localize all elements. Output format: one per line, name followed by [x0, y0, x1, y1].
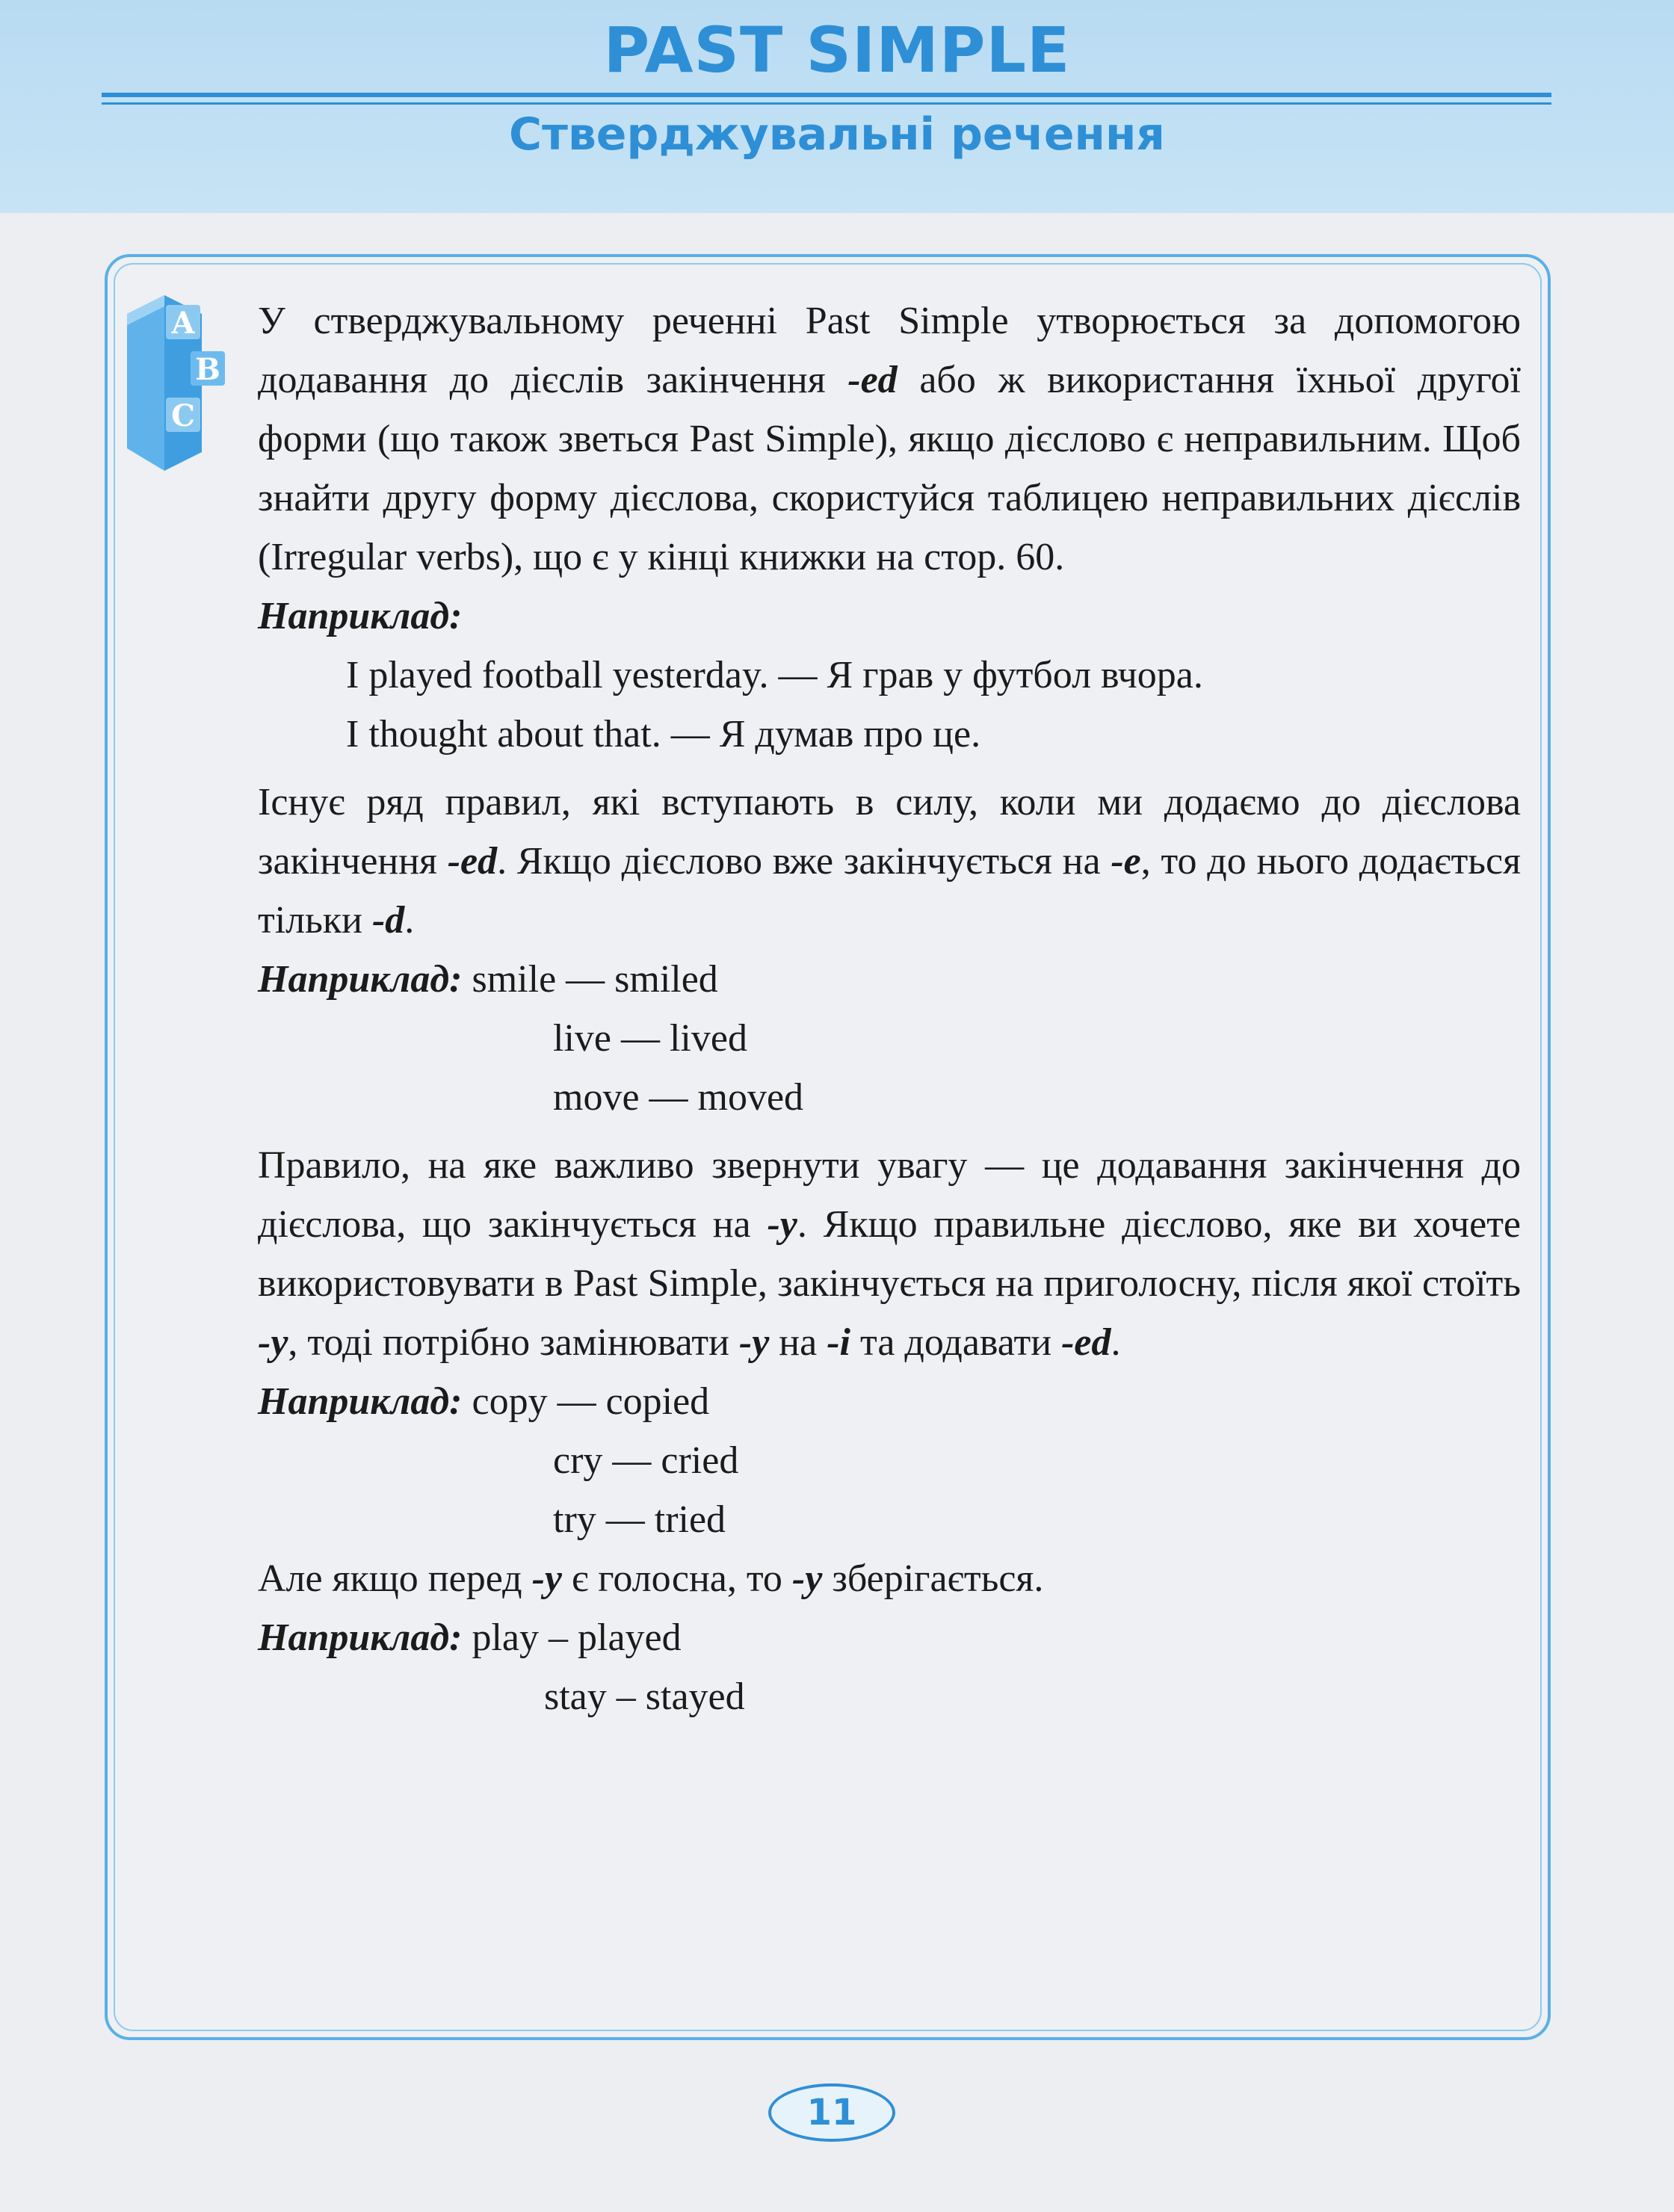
rule-y-paragraph: Правило, на яке важливо звернути увагу — це додавання закінчення до дієслова, що закінчується на -y. Якщо правильне дієслово, яке ви хочете використовувати в Past Simple, закінчується на приголосну, після якої стоїть -y, тоді потрібно замінювати -y на -i та додавати -ed.	[258, 1144, 1522, 1364]
page-subtitle: Стверджувальні речення	[509, 108, 1165, 161]
example-label: Наприклад:	[258, 595, 463, 637]
rules-content	[258, 291, 1521, 1726]
example-label: Наприклад:	[258, 1380, 463, 1423]
intro-paragraph: У стверджувальному реченні Past Simple утворюється за допомогою додавання до дієслів закінчення -ed або ж використання їхньої другої форми (що також зветься Past Simple), якщо дієслово є неправильним. Щоб знайти другу форму дієслова, скористуйся таблицею неправильних дієслів (Irregular verbs), що є у кінці книжки на стор. 60.	[258, 300, 1521, 578]
rule-vowel-y-paragraph: Але якщо перед -y є голосна, то -y зберігається.	[258, 1557, 1044, 1600]
letter-a: A	[171, 306, 195, 341]
example-verb: move — moved	[553, 1076, 804, 1119]
example-verb: copy — copied	[472, 1380, 710, 1423]
abc-book-icon	[120, 291, 232, 471]
example-verb: live — lived	[553, 1017, 747, 1060]
example-verb: play – played	[472, 1616, 682, 1659]
example-row	[258, 950, 1521, 1009]
page-title: PAST SIMPLE	[603, 13, 1071, 87]
example-verb: stay – stayed	[544, 1675, 745, 1718]
example-label: Наприклад:	[258, 958, 463, 1001]
example-verb: smile — smiled	[472, 958, 718, 1001]
example-label: Наприклад:	[258, 1616, 463, 1659]
example-row	[258, 1372, 1521, 1431]
example-row	[258, 1608, 1521, 1667]
example-verb: cry — cried	[553, 1439, 739, 1482]
letter-b: B	[195, 352, 220, 387]
example-sentence: I played football yesterday. — Я грав у футбол вчора.	[346, 654, 1203, 696]
example-verb: try — tried	[553, 1498, 726, 1541]
title-divider	[102, 93, 1551, 105]
example-sentence: I thought about that. — Я думав про це.	[346, 713, 981, 756]
page-number: 11	[768, 2083, 895, 2142]
letter-c: C	[171, 398, 195, 433]
rule-e-paragraph: Існує ряд правил, які вступають в силу, коли ми додаємо до дієслова закінчення -ed. Якщо дієслово вже закінчується на -e, то до нього додається тільки -d.	[258, 781, 1522, 942]
